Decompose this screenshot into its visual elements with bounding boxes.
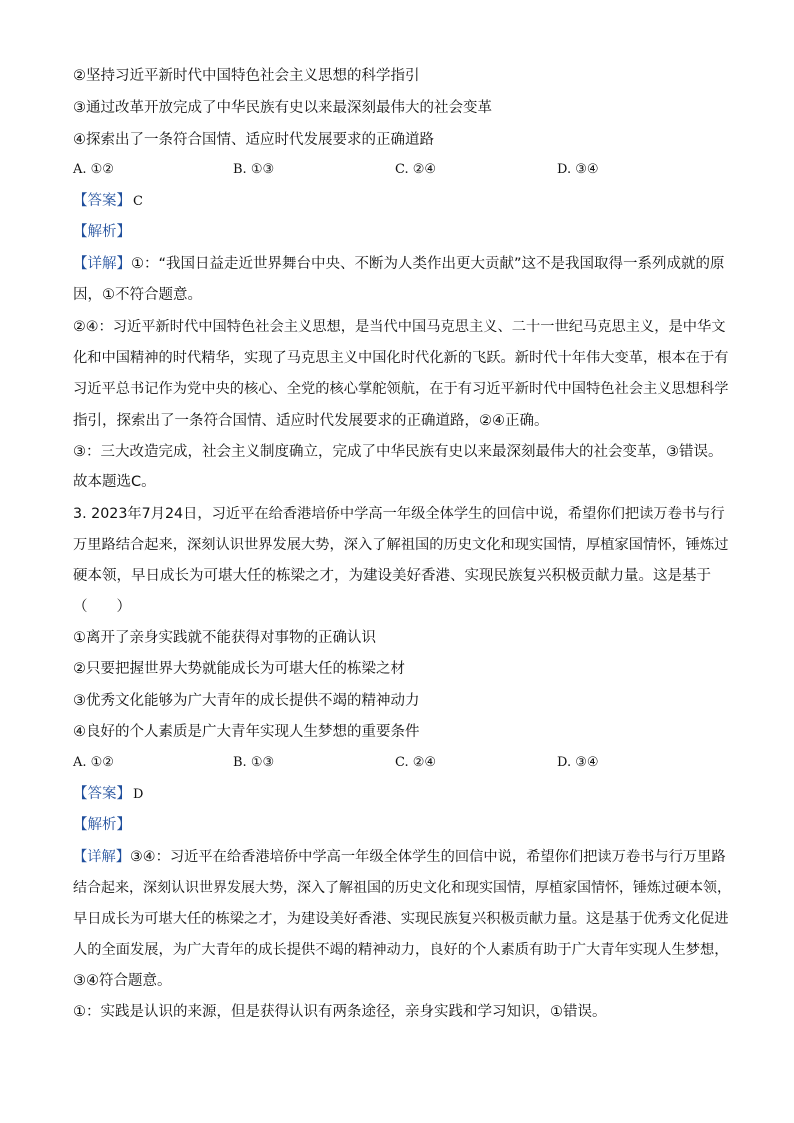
q3-detail-line-5: ③④符合题意。 [73,973,172,989]
q3-stem-line-3: 硬本领，早日成长为可堪大任的栋梁之才，为建设美好香港、实现民族复兴积极贡献力量。这是基于 [73,568,711,584]
q2-detail-line-1 [73,254,733,274]
q2-statement-4: ④探索出了一条符合国情、适应时代发展要求的正确道路 [73,132,434,148]
q2-answer-value: C [133,194,143,209]
q2-detail-line-4: 化和中国精神的时代精华，实现了马克思主义中国化时代化新的飞跃。新时代十年伟大变革，根本在于有 [73,350,729,366]
q2-detail-line-2: 因，①不符合题意。 [73,287,202,303]
q3-stem-line-2: 万里路结合起来，深刻认识世界发展大势，深入了解祖国的历史文化和现实国情，厚植家国情怀，锤炼过 [73,537,729,553]
q3-option-d: D. ③④ [557,755,599,770]
q2-detail-text-1: ①：“我国日益走近世界舞台中央、不断为人类作出更大贡献”这不是我国取得一系列成就的原 [131,256,725,272]
q3-option-c: C. ②④ [395,755,437,770]
q2-detail-line-6: 指引，探索出了一条符合国情、适应时代发展要求的正确道路，②④正确。 [73,413,549,429]
q2-option-a: A. ①② [73,162,114,177]
q3-statement-2: ②只要把握世界大势就能成长为可堪大任的栋梁之材 [73,661,405,677]
q3-stem-blank: （ ） [73,599,131,615]
q2-option-c: C. ②④ [395,162,437,177]
q2-detail-tag: 【详解】 [73,256,131,272]
q3-analysis-tag [73,815,733,835]
q3-statement-3: ③优秀文化能够为广大青年的成长提供不竭的精神动力 [73,693,420,709]
q2-statement-2: ②坚持习近平新时代中国特色社会主义思想的科学指引 [73,68,420,84]
q3-option-a: A. ①② [73,755,114,770]
q3-answer [73,784,733,805]
q3-detail-line-1 [73,847,733,867]
q3-detail-line-6: ①：实践是认识的来源，但是获得认识有两条途径，亲身实践和学习知识，①错误。 [73,1004,607,1020]
q2-option-b: B. ①③ [233,162,275,177]
q2-detail-line-5: 习近平总书记作为党中央的核心、全党的核心掌舵领航，在于有习近平新时代中国特色社会主义思想科学 [73,381,729,397]
q3-detail-tag: 【详解】 [73,849,131,865]
q2-options [73,160,733,180]
q3-detail-line-2: 结合起来，深刻认识世界发展大势，深入了解祖国的历史文化和现实国情，厚植家国情怀，锤炼过硬本领， [73,880,731,896]
q3-options [73,753,733,773]
q2-option-d: D. ③④ [557,162,599,177]
q3-stem-line-1: 3. 2023年7月24日，习近平在给香港培侨中学高一年级全体学生的回信中说，希望你们把读万卷书与行 [73,506,725,522]
q3-statement-4: ④良好的个人素质是广大青年实现人生梦想的重要条件 [73,724,420,740]
q3-detail-line-3: 早日成长为可堪大任的栋梁之才，为建设美好香港、实现民族复兴积极贡献力量。这是基于优秀文化促进 [73,911,729,927]
q2-analysis-tag [73,222,733,242]
q2-answer-tag: 【答案】 [73,193,131,209]
q2-analysis-label: 【解析】 [73,224,131,240]
q3-detail-text-1: ③④：习近平在给香港培侨中学高一年级全体学生的回信中说，希望你们把读万卷书与行万里路 [130,849,726,865]
q2-statement-3: ③通过改革开放完成了中华民族有史以来最深刻最伟大的社会变革 [73,100,492,116]
q3-answer-value: D [133,787,144,802]
q2-conclusion: 故本题选C。 [73,474,156,490]
q3-statement-1: ①离开了亲身实践就不能获得对事物的正确认识 [73,630,376,646]
q3-option-b: B. ①③ [233,755,275,770]
q3-answer-tag: 【答案】 [73,786,131,802]
q3-analysis-label: 【解析】 [73,817,131,833]
q2-detail-line-3: ②④：习近平新时代中国特色社会主义思想，是当代中国马克思主义、二十一世纪马克思主义，是中华文 [73,319,726,335]
q3-detail-line-4: 人的全面发展，为广大青年的成长提供不竭的精神动力，良好的个人素质有助于广大青年实现人生梦想， [73,942,729,958]
q2-detail-line-7: ③：三大改造完成，社会主义制度确立，完成了中华民族有史以来最深刻最伟大的社会变革，③错误。 [73,444,723,460]
q2-answer [73,191,733,212]
